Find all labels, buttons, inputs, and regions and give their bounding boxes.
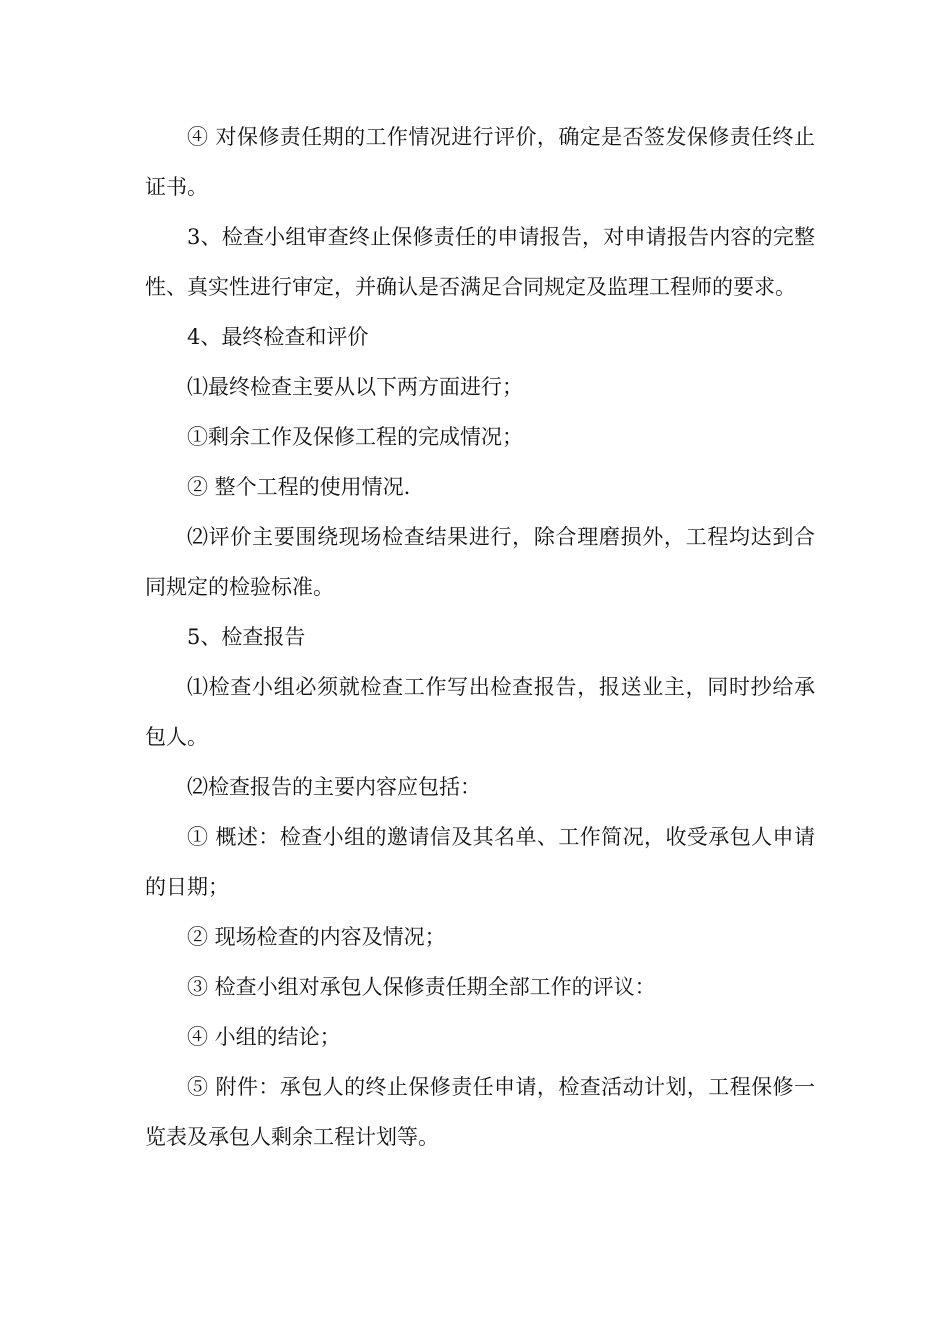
paragraph-11: ① 概述：检查小组的邀请信及其名单、工作简况，收受承包人申请的日期； — [145, 825, 815, 899]
paragraph-12: ② 现场检查的内容及情况； — [187, 925, 446, 949]
paragraph-15: ⑤ 附件：承包人的终止保修责任申请，检查活动计划，工程保修一览表及承包人剩余工程计划等。 — [145, 1075, 815, 1149]
paragraph-2: 3、检查小组审查终止保修责任的申请报告，对申请报告内容的完整性、真实性进行审定，并确认是否满足合同规定及监理工程师的要求。 — [145, 225, 815, 299]
paragraph-6: ② 整个工程的使用情况. — [187, 475, 411, 499]
paragraph-14: ④ 小组的结论； — [187, 1025, 341, 1049]
paragraph-1: ④ 对保修责任期的工作情况进行评价，确定是否签发保修责任终止证书。 — [145, 125, 815, 199]
paragraph-9: ⑴检查小组必须就检查工作写出检查报告，报送业主，同时抄给承包人。 — [145, 675, 815, 749]
paragraph-13: ③ 检查小组对承包人保修责任期全部工作的评议： — [187, 975, 656, 999]
paragraph-7: ⑵评价主要围绕现场检查结果进行，除合理磨损外，工程均达到合同规定的检验标准。 — [145, 525, 815, 599]
document-body — [145, 112, 815, 1162]
section-heading-4: 4、最终检查和评价 — [187, 325, 369, 349]
section-heading-5: 5、检查报告 — [187, 625, 306, 649]
paragraph-4: ⑴最终检查主要从以下两方面进行； — [187, 375, 523, 399]
paragraph-10: ⑵检查报告的主要内容应包括： — [187, 775, 481, 799]
paragraph-5: ①剩余工作及保修工程的完成情况； — [187, 425, 523, 449]
